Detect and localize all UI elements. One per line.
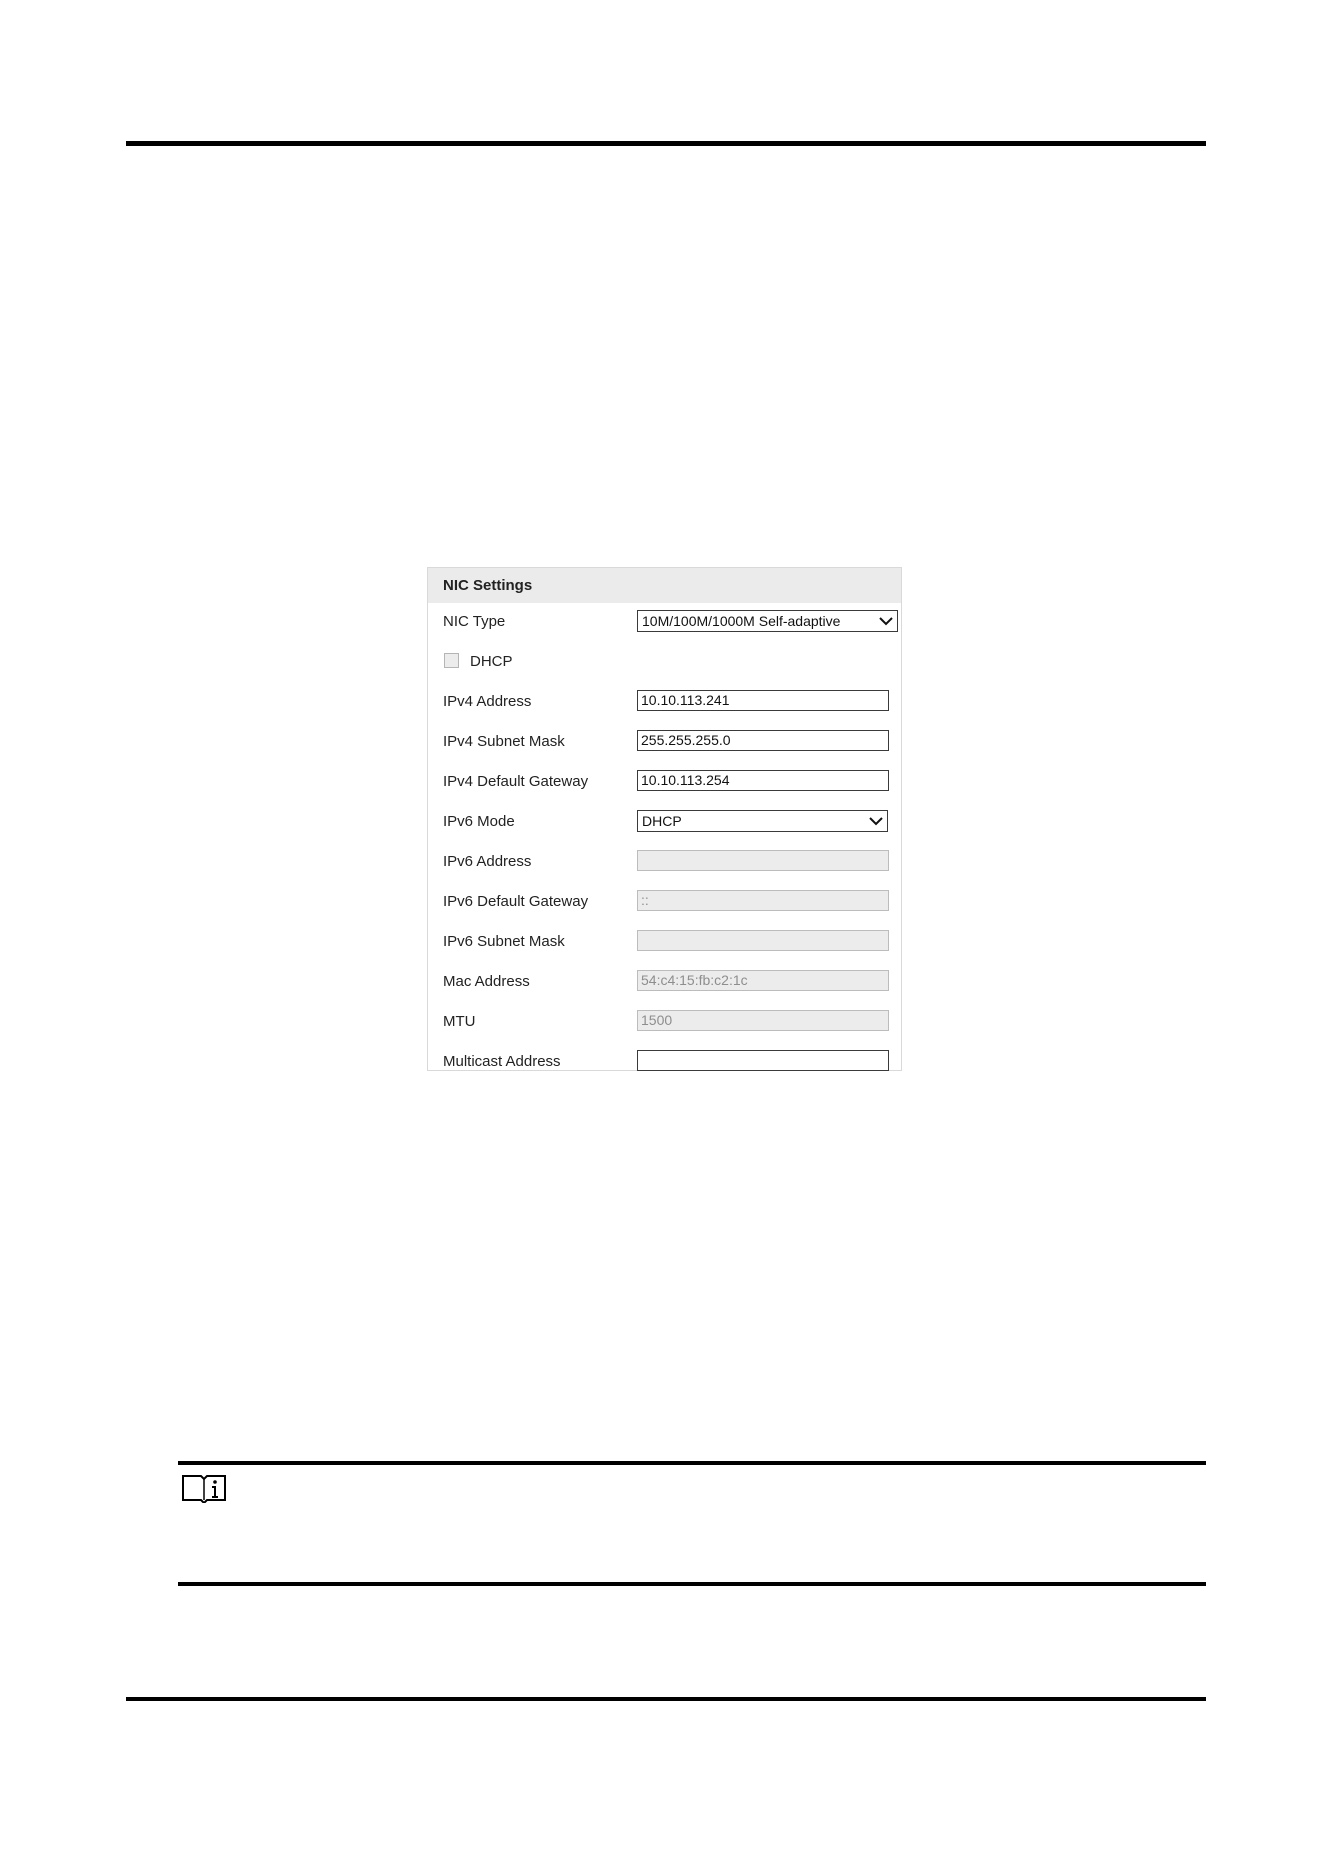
ipv6-default-gateway-input: :: <box>637 890 889 911</box>
multicast-address-label: Multicast Address <box>443 1053 561 1070</box>
ipv4-address-label: IPv4 Address <box>443 693 532 710</box>
nic-type-value: 10M/100M/1000M Self-adaptive <box>642 613 841 629</box>
mtu-input: 1500 <box>637 1010 889 1031</box>
ipv6-default-gateway-row <box>428 888 901 916</box>
ipv6-mode-row <box>428 808 901 836</box>
multicast-address-input[interactable] <box>637 1050 889 1071</box>
header-rule <box>126 141 1206 146</box>
ipv6-address-label: IPv6 Address <box>443 853 532 870</box>
nic-type-row <box>428 608 901 636</box>
ipv4-subnet-mask-label: IPv4 Subnet Mask <box>443 733 565 750</box>
note-top-rule <box>178 1461 1206 1465</box>
dhcp-checkbox[interactable] <box>444 653 459 668</box>
ipv4-default-gateway-label: IPv4 Default Gateway <box>443 773 589 790</box>
ipv6-address-input <box>637 850 889 871</box>
dhcp-label: DHCP <box>470 653 513 670</box>
ipv6-default-gateway-label: IPv6 Default Gateway <box>443 893 589 910</box>
nic-settings-panel <box>427 567 902 1071</box>
ipv6-mode-label: IPv6 Mode <box>443 813 515 830</box>
mtu-row <box>428 1008 901 1036</box>
note-bottom-rule <box>178 1582 1206 1586</box>
ipv6-subnet-mask-input <box>637 930 889 951</box>
panel-title: NIC Settings <box>428 568 901 603</box>
chevron-down-icon <box>879 616 893 626</box>
ipv6-address-row <box>428 848 901 876</box>
ipv6-subnet-mask-label: IPv6 Subnet Mask <box>443 933 565 950</box>
mac-address-row <box>428 968 901 996</box>
mac-address-input: 54:c4:15:fb:c2:1c <box>637 970 889 991</box>
dhcp-row <box>428 648 901 676</box>
ipv4-subnet-mask-row <box>428 728 901 756</box>
ipv4-address-input[interactable]: 10.10.113.241 <box>637 690 889 711</box>
ipv6-mode-value: DHCP <box>642 813 682 829</box>
ipv4-subnet-mask-input[interactable]: 255.255.255.0 <box>637 730 889 751</box>
ipv4-default-gateway-row <box>428 768 901 796</box>
nic-type-select[interactable] <box>637 610 898 632</box>
chevron-down-icon <box>869 816 883 826</box>
ipv4-default-gateway-input[interactable]: 10.10.113.254 <box>637 770 889 791</box>
note-book-info-icon <box>181 1473 227 1503</box>
ipv6-mode-select[interactable] <box>637 810 888 832</box>
ipv4-address-row <box>428 688 901 716</box>
ipv6-subnet-mask-row <box>428 928 901 956</box>
mtu-label: MTU <box>443 1013 476 1030</box>
footer-rule <box>126 1697 1206 1701</box>
mac-address-label: Mac Address <box>443 973 530 990</box>
nic-type-label: NIC Type <box>443 613 506 630</box>
multicast-address-row <box>428 1048 901 1076</box>
